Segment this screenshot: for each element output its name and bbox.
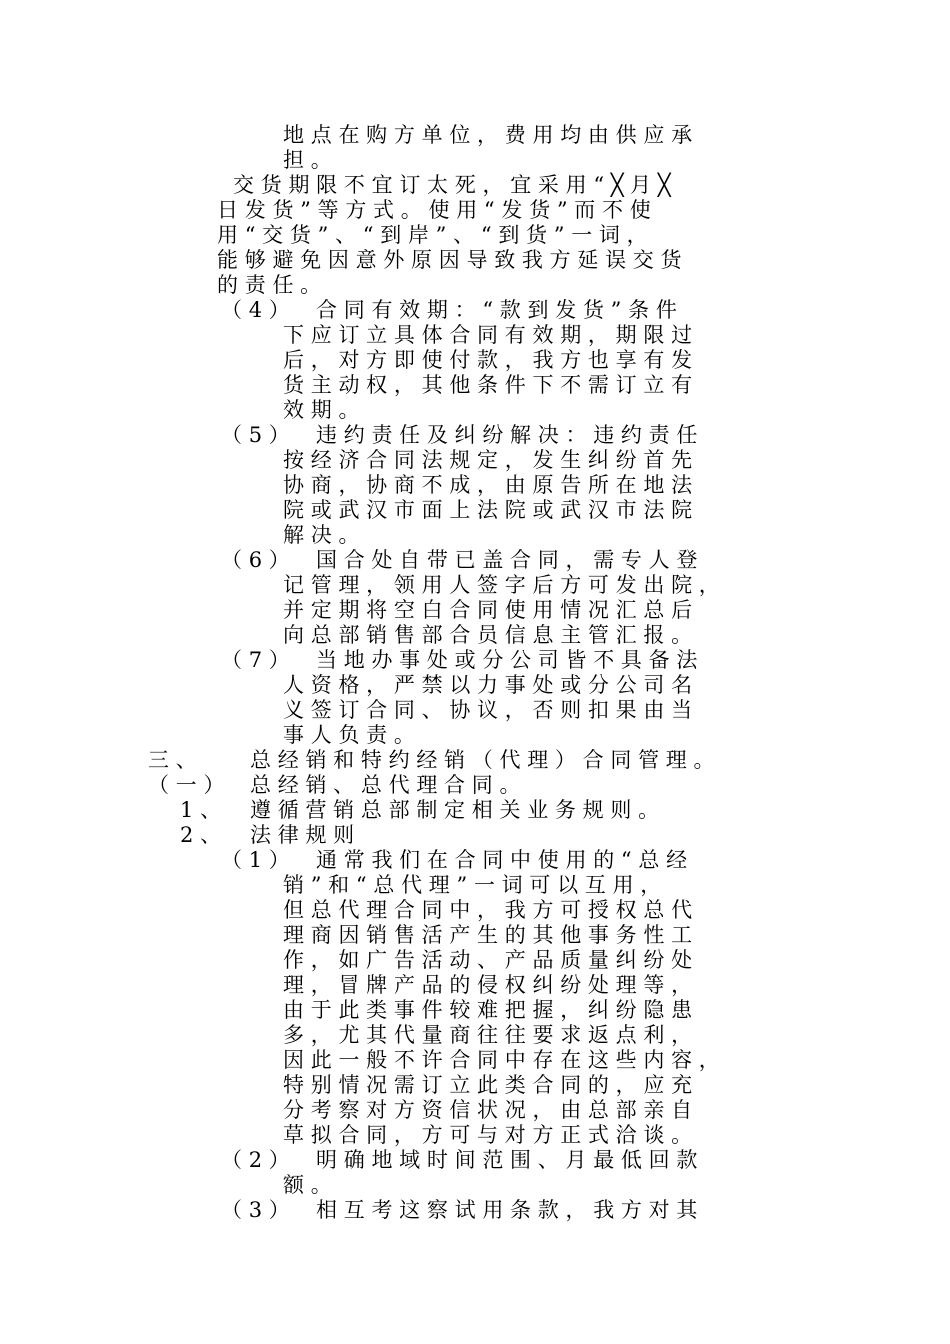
- text-line: 但总代理合同中，我方可授权总代: [283, 898, 699, 922]
- text-line: 法律规则: [250, 823, 361, 847]
- text-line: 地点在购方单位，费用均由供应承: [283, 123, 699, 147]
- text-line: 向总部销售部合员信息主管汇报。: [283, 623, 699, 647]
- text-line: 理商因销售活产生的其他事务性工: [283, 923, 699, 947]
- text-line: 明确地域时间范围、月最低回款: [316, 1148, 705, 1172]
- text-line: 记管理，领用人签字后方可发出院，: [283, 573, 727, 597]
- text-line: 通常我们在合同中使用的“总经: [316, 848, 694, 872]
- text-line: 特别情况需订立此类合同的，应充: [283, 1073, 699, 1097]
- text-line: 的责任。: [217, 273, 328, 297]
- item-number: （7）: [221, 648, 297, 672]
- text-line: 遵循营销总部制定相关业务规则。: [250, 798, 666, 822]
- text-line: 院或武汉市面上法院或武汉市法院: [283, 498, 699, 522]
- text-line: 义签订合同、协议，否则扣果由当: [283, 698, 699, 722]
- text-line: 交货期限不宜订太死，宜采用“╳月╳: [233, 173, 678, 197]
- text-line: 解决。: [283, 523, 367, 547]
- text-line: 理，冒牌产品的侵权纠纷处理等，: [283, 973, 699, 997]
- text-line: 后，对方即使付款，我方也享有发: [283, 348, 699, 372]
- section-number: 三、: [148, 748, 204, 772]
- text-line: 担。: [283, 148, 339, 172]
- text-line: 分考察对方资信状况，由总部亲自: [283, 1098, 699, 1122]
- text-line: 并定期将空白合同使用情况汇总后: [283, 598, 699, 622]
- text-line: 用“交货”、“到岸”、“到货”一词，: [217, 223, 655, 247]
- text-line: 多，尤其代量商往往要求返点利，: [283, 1023, 699, 1047]
- text-line: 违约责任及纠纷解决：违约责任: [316, 423, 705, 447]
- item-number: （5）: [221, 423, 297, 447]
- text-line: 人资格，严禁以力事处或分公司名: [283, 673, 699, 697]
- text-line: 作，如广告活动、产品质量纠纷处: [283, 948, 699, 972]
- text-line: 因此一般不许合同中存在这些内容，: [283, 1048, 727, 1072]
- item-number: 2、: [180, 823, 228, 847]
- subsection-number: （一）: [148, 773, 232, 797]
- text-line: 国合处自带已盖合同，需专人登: [316, 548, 705, 572]
- item-number: （1）: [221, 848, 297, 872]
- section-heading: 总经销和特约经销（代理）合同管理。: [250, 748, 722, 772]
- text-line: 合同有效期：“款到发货”条件: [316, 298, 684, 322]
- text-line: 下应订立具体合同有效期，期限过: [283, 323, 699, 347]
- item-number: （6）: [221, 548, 297, 572]
- text-line: 草拟合同，方可与对方正式洽谈。: [283, 1123, 699, 1147]
- text-line: 能够避免因意外原因导致我方延误交货: [217, 248, 689, 272]
- text-line: 当地办事处或分公司皆不具备法: [316, 648, 705, 672]
- text-line: 日发货”等方式。使用“发货”而不使: [217, 198, 658, 222]
- text-line: 额。: [283, 1173, 339, 1197]
- item-number: 1、: [180, 798, 228, 822]
- text-line: 协商，协商不成，由原告所在地法: [283, 473, 699, 497]
- subsection-heading: 总经销、总代理合同。: [250, 773, 528, 797]
- text-line: 货主动权，其他条件下不需订立有: [283, 373, 699, 397]
- item-number: （3）: [221, 1198, 297, 1222]
- text-line: 相互考这察试用条款，我方对其: [316, 1198, 705, 1222]
- text-line: 销”和“总代理”一词可以互用，: [283, 873, 669, 897]
- item-number: （4）: [221, 298, 297, 322]
- text-line: 由于此类事件较难把握，纠纷隐患: [283, 998, 699, 1022]
- text-line: 事人负责。: [283, 723, 422, 747]
- text-line: 按经济合同法规定，发生纠纷首先: [283, 448, 699, 472]
- item-number: （2）: [221, 1148, 297, 1172]
- text-line: 效期。: [283, 398, 367, 422]
